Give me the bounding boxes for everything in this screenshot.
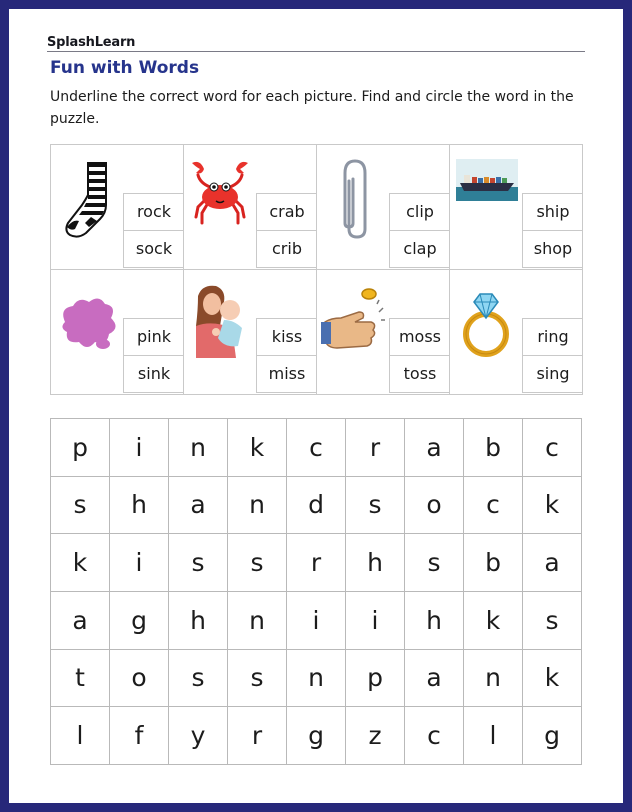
word-option[interactable]: shop: [523, 231, 583, 268]
puzzle-letter-cell[interactable]: k: [464, 592, 523, 650]
puzzle-letter-cell[interactable]: s: [169, 534, 228, 592]
puzzle-letter-cell[interactable]: z: [346, 707, 405, 765]
puzzle-letter-cell[interactable]: l: [51, 707, 110, 765]
puzzle-letter-cell[interactable]: n: [464, 650, 523, 708]
puzzle-letter-cell[interactable]: r: [346, 419, 405, 477]
puzzle-letter-cell[interactable]: n: [287, 650, 346, 708]
puzzle-letter-cell[interactable]: l: [464, 707, 523, 765]
puzzle-letter-cell[interactable]: s: [169, 650, 228, 708]
word-option[interactable]: sing: [523, 356, 583, 393]
puzzle-letter-cell[interactable]: c: [287, 419, 346, 477]
puzzle-letter-cell[interactable]: s: [228, 650, 287, 708]
puzzle-letter-cell[interactable]: n: [169, 419, 228, 477]
puzzle-letter-cell[interactable]: s: [405, 534, 464, 592]
puzzle-letter-cell[interactable]: s: [51, 477, 110, 535]
picture-cell-kiss: [184, 270, 317, 395]
puzzle-letter-cell[interactable]: c: [405, 707, 464, 765]
word-choices: [522, 193, 583, 268]
puzzle-letter-cell[interactable]: g: [523, 707, 582, 765]
puzzle-letter-cell[interactable]: n: [228, 477, 287, 535]
puzzle-letter-cell[interactable]: i: [110, 534, 169, 592]
word-option[interactable]: moss: [390, 319, 450, 356]
worksheet-page: [9, 9, 623, 803]
word-choices: [123, 318, 184, 393]
puzzle-letter-cell[interactable]: h: [405, 592, 464, 650]
brand-logo: SplashLearn: [47, 35, 136, 50]
puzzle-letter-cell[interactable]: p: [346, 650, 405, 708]
word-option[interactable]: pink: [124, 319, 184, 356]
header-divider: [47, 51, 585, 52]
puzzle-letter-cell[interactable]: b: [464, 534, 523, 592]
picture-cell-pink: [51, 270, 184, 395]
word-choices: [389, 193, 450, 268]
puzzle-letter-cell[interactable]: a: [51, 592, 110, 650]
puzzle-letter-cell[interactable]: k: [523, 477, 582, 535]
paper-clip-icon: [321, 157, 385, 239]
picture-cell-crab: [184, 145, 317, 270]
word-option[interactable]: clap: [390, 231, 450, 268]
puzzle-letter-cell[interactable]: s: [523, 592, 582, 650]
instructions: Underline the correct word for each picture. Find and circle the word in the puzzle.: [50, 89, 574, 127]
puzzle-letter-cell[interactable]: i: [346, 592, 405, 650]
puzzle-letter-cell[interactable]: i: [110, 419, 169, 477]
puzzle-letter-cell[interactable]: k: [228, 419, 287, 477]
puzzle-letter-cell[interactable]: g: [287, 707, 346, 765]
sock-icon: [55, 157, 119, 239]
word-option[interactable]: rock: [124, 194, 184, 231]
word-choices: [123, 193, 184, 268]
puzzle-letter-cell[interactable]: k: [523, 650, 582, 708]
puzzle-letter-cell[interactable]: p: [51, 419, 110, 477]
picture-word-grid: [50, 144, 583, 395]
word-option[interactable]: sink: [124, 356, 184, 393]
puzzle-letter-cell[interactable]: a: [405, 650, 464, 708]
word-choices: [389, 318, 450, 393]
puzzle-letter-cell[interactable]: b: [464, 419, 523, 477]
word-choices: [522, 318, 583, 393]
word-option[interactable]: miss: [257, 356, 317, 393]
mother-kiss-icon: [188, 282, 252, 364]
puzzle-letter-cell[interactable]: i: [287, 592, 346, 650]
puzzle-letter-cell[interactable]: o: [405, 477, 464, 535]
word-option[interactable]: crab: [257, 194, 317, 231]
ship-icon: [454, 157, 518, 239]
puzzle-letter-cell[interactable]: h: [110, 477, 169, 535]
picture-cell-ship: [450, 145, 583, 270]
puzzle-letter-cell[interactable]: a: [169, 477, 228, 535]
puzzle-letter-cell[interactable]: d: [287, 477, 346, 535]
puzzle-letter-cell[interactable]: s: [228, 534, 287, 592]
puzzle-letter-cell[interactable]: a: [405, 419, 464, 477]
picture-cell-toss: [317, 270, 450, 395]
puzzle-letter-cell[interactable]: r: [287, 534, 346, 592]
word-option[interactable]: ring: [523, 319, 583, 356]
word-option[interactable]: clip: [390, 194, 450, 231]
word-search-puzzle: [50, 418, 582, 765]
puzzle-letter-cell[interactable]: h: [346, 534, 405, 592]
puzzle-letter-cell[interactable]: k: [51, 534, 110, 592]
page-title: Fun with Words: [50, 58, 200, 78]
puzzle-letter-cell[interactable]: s: [346, 477, 405, 535]
puzzle-letter-cell[interactable]: f: [110, 707, 169, 765]
picture-cell-clip: [317, 145, 450, 270]
word-choices: [256, 318, 317, 393]
word-option[interactable]: crib: [257, 231, 317, 268]
puzzle-letter-cell[interactable]: o: [110, 650, 169, 708]
coin-toss-icon: [321, 282, 385, 364]
puzzle-letter-cell[interactable]: g: [110, 592, 169, 650]
picture-cell-ring: [450, 270, 583, 395]
puzzle-letter-cell[interactable]: c: [464, 477, 523, 535]
word-option[interactable]: sock: [124, 231, 184, 268]
puzzle-letter-cell[interactable]: y: [169, 707, 228, 765]
word-option[interactable]: ship: [523, 194, 583, 231]
picture-cell-sock: [51, 145, 184, 270]
puzzle-letter-cell[interactable]: n: [228, 592, 287, 650]
puzzle-letter-cell[interactable]: t: [51, 650, 110, 708]
pink-splash-icon: [55, 282, 119, 364]
word-option[interactable]: kiss: [257, 319, 317, 356]
puzzle-letter-cell[interactable]: h: [169, 592, 228, 650]
ring-icon: [454, 282, 518, 364]
puzzle-letter-cell[interactable]: a: [523, 534, 582, 592]
puzzle-letter-cell[interactable]: c: [523, 419, 582, 477]
word-option[interactable]: toss: [390, 356, 450, 393]
crab-icon: [188, 157, 252, 239]
word-choices: [256, 193, 317, 268]
puzzle-letter-cell[interactable]: r: [228, 707, 287, 765]
